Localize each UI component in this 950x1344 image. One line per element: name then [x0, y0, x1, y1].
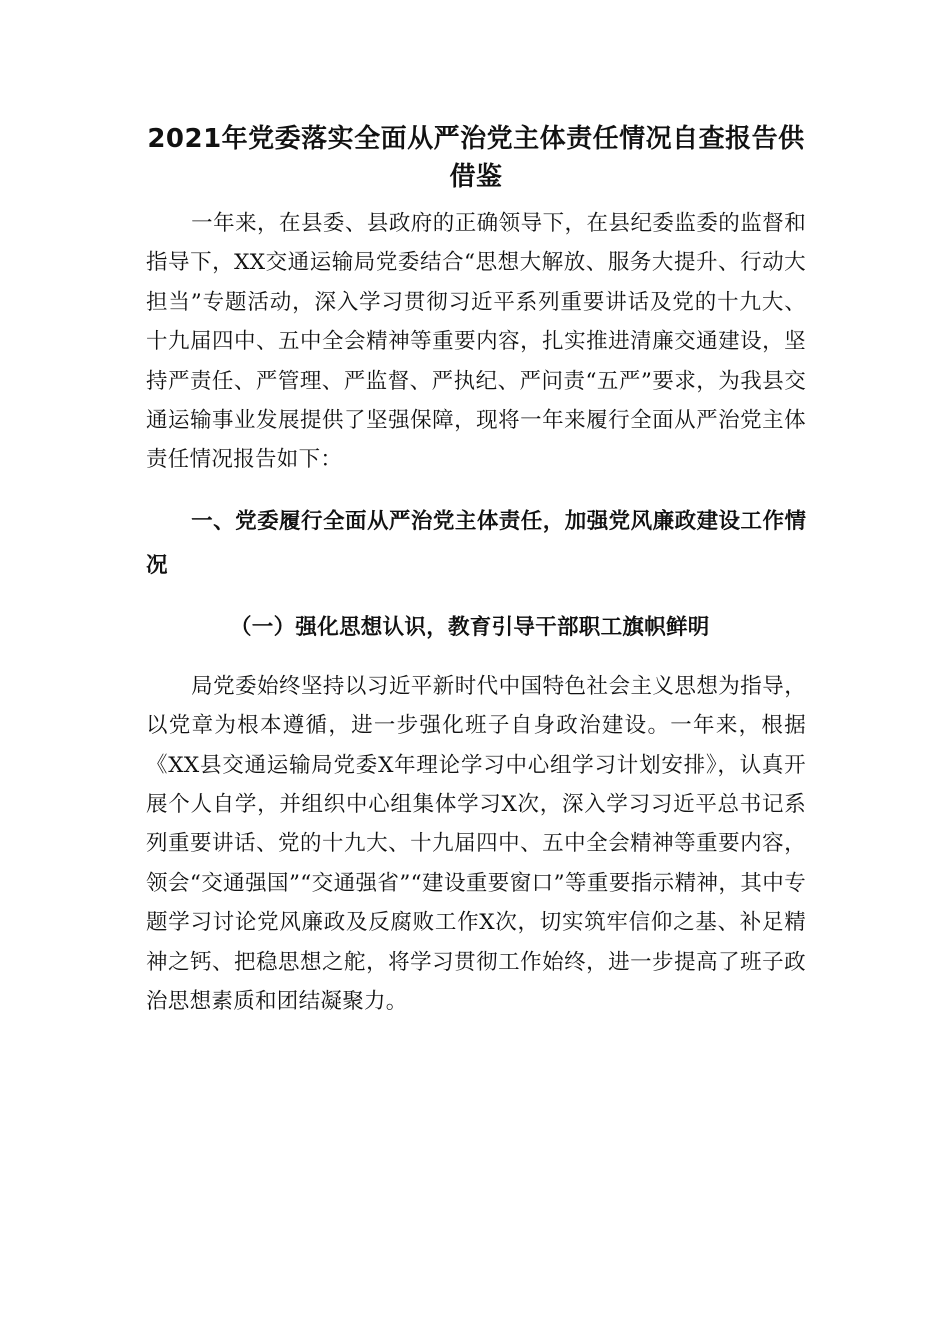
section-heading: 一、党委履行全面从严治党主体责任，加强党风廉政建设工作情况: [146, 508, 806, 578]
intro-paragraph: 一年来，在县委、县政府的正确领导下，在县纪委监委的监督和指导下，XX交通运输局党委结合“思想大解放、服务大提升、行动大担当”专题活动，深入学习贯彻习近平系列重要讲话及党的十九大、十九届四中、五中全会精神等重要内容，扎实推进清廉交通建设，坚持严责任、严管理、严监督、严执纪、严问责“五严”要求，为我县交通运输事业发展提供了坚强保障，现将一年来履行全面从严治党主体责任情况报告如下：: [146, 211, 806, 473]
subsection-heading: （一）强化思想认识，教育引导干部职工旗帜鲜明: [230, 614, 710, 640]
document-title: 2021年党委落实全面从严治党主体责任情况自查报告供借鉴: [147, 124, 805, 192]
document-page: [146, 120, 806, 1022]
body-paragraph: 局党委始终坚持以习近平新时代中国特色社会主义思想为指导，以党章为根本遵循，进一步强化班子自身政治建设。一年来，根据《XX县交通运输局党委X年理论学习中心组学习计划安排》，认真开展个人自学，并组织中心组集体学习X次，深入学习习近平总书记系列重要讲话、党的十九大、十九届四中、五中全会精神等重要内容，领会“交通强国”“交通强省”“建设重要窗口”等重要指示精神，其中专题学习讨论党风廉政及反腐败工作X次，切实筑牢信仰之基、补足精神之钙、把稳思想之舵，将学习贯彻工作始终，进一步提高了班子政治思想素质和团结凝聚力。: [146, 673, 806, 1015]
